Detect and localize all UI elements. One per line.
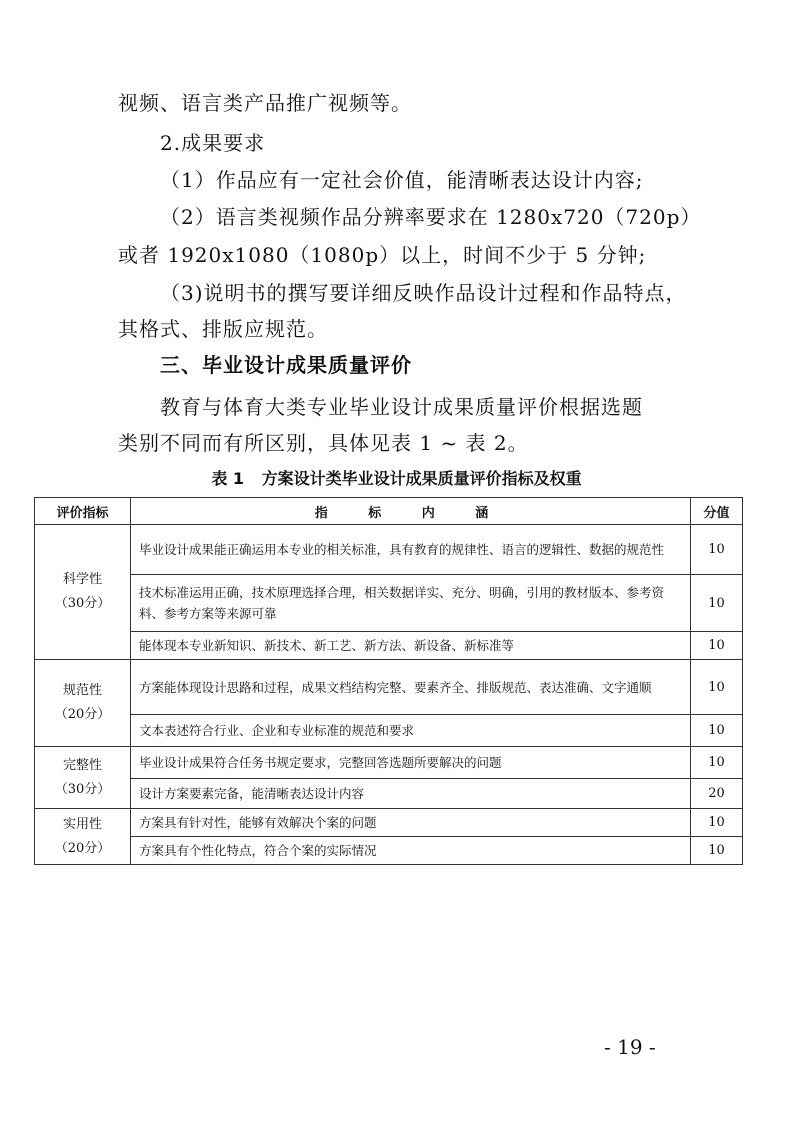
criterion-score: 10	[691, 809, 743, 837]
criterion-content: 能体现本专业新知识、新技术、新工艺、新方法、新设备、新标准等	[131, 632, 691, 660]
table-row	[35, 525, 743, 575]
table-row	[35, 809, 743, 837]
table-caption	[0, 467, 793, 491]
table-row	[35, 837, 743, 865]
section-subheading: 2.成果要求	[160, 131, 266, 155]
page-number: - 19 -	[604, 1035, 656, 1059]
table-header-row	[35, 498, 743, 525]
category-name: 实用性	[62, 816, 102, 832]
section-heading: 三、毕业设计成果质量评价	[160, 353, 412, 377]
criterion-score: 10	[691, 525, 743, 575]
category-name: 完整性	[62, 757, 102, 773]
table-row	[35, 632, 743, 660]
evaluation-table	[34, 497, 743, 865]
paragraph-line: 或者 1920x1080（1080p）以上，时间不少于 5 分钟;	[118, 243, 647, 267]
criterion-score: 10	[691, 747, 743, 779]
criterion-content: 方案具有针对性，能够有效解决个案的问题	[131, 809, 691, 837]
table-row	[35, 747, 743, 779]
criterion-score: 10	[691, 632, 743, 660]
table-row	[35, 660, 743, 715]
criterion-score: 10	[691, 660, 743, 715]
table-row	[35, 575, 743, 632]
category-weight: （30分）	[54, 596, 111, 611]
category-name: 规范性	[62, 683, 102, 698]
category-weight: （30分）	[54, 781, 111, 797]
criterion-content: 技术标准运用正确，技术原理选择合理，相关数据详实、充分、明确，引用的教材版本、参考资料、参考方案等来源可靠	[131, 575, 691, 632]
criterion-score: 10	[691, 715, 743, 747]
paragraph-line: （1）作品应有一定社会价值，能清晰表达设计内容;	[160, 168, 644, 192]
criterion-content: 设计方案要素完备，能清晰表达设计内容	[131, 779, 691, 809]
paragraph-line: 类别不同而有所区别，具体见表 1 ~ 表 2。	[118, 431, 529, 455]
criterion-score: 20	[691, 779, 743, 809]
category-cell	[35, 660, 131, 747]
criterion-content: 方案能体现设计思路和过程，成果文档结构完整、要素齐全、排版规范、表达准确、文字通顺	[131, 660, 691, 715]
paragraph-line: （3)说明书的撰写要详细反映作品设计过程和作品特点，	[160, 281, 687, 305]
category-cell	[35, 747, 131, 809]
table-row	[35, 715, 743, 747]
criterion-content: 毕业设计成果能正确运用本专业的相关标准，具有教育的规律性、语言的逻辑性、数据的规范性	[131, 525, 691, 575]
criterion-content: 方案具有个性化特点，符合个案的实际情况	[131, 837, 691, 865]
category-cell	[35, 525, 131, 660]
header-score: 分值	[691, 498, 743, 525]
paragraph-line: （2）语言类视频作品分辨率要求在 1280x720（720p）	[160, 205, 702, 229]
paragraph-line: 其格式、排版应规范。	[118, 317, 328, 341]
header-indicator: 评价指标	[35, 498, 131, 525]
table-row	[35, 779, 743, 809]
table-caption-number: 表 1	[211, 469, 245, 488]
category-weight: （20分）	[54, 840, 111, 856]
paragraph-line: 视频、语言类产品推广视频等。	[118, 91, 412, 115]
criterion-score: 10	[691, 837, 743, 865]
category-name: 科学性	[62, 572, 102, 587]
criterion-content: 毕业设计成果符合任务书规定要求，完整回答选题所要解决的问题	[131, 747, 691, 779]
header-content: 指 标 内 涵	[131, 498, 691, 525]
criterion-content: 文本表述符合行业、企业和专业标准的规范和要求	[131, 715, 691, 747]
criterion-score: 10	[691, 575, 743, 632]
table-caption-title: 方案设计类毕业设计成果质量评价指标及权重	[261, 469, 582, 488]
paragraph-line: 教育与体育大类专业毕业设计成果质量评价根据选题	[160, 395, 643, 419]
category-weight: （20分）	[54, 707, 111, 722]
category-cell	[35, 809, 131, 865]
